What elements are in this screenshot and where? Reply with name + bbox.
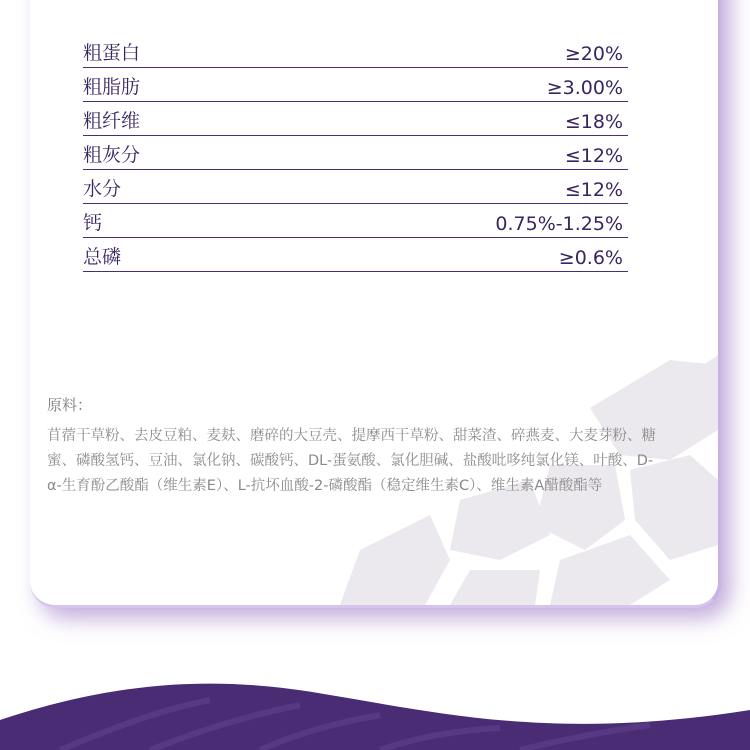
nutrition-value: 0.75%-1.25% — [495, 213, 623, 235]
nutrition-row — [83, 204, 628, 238]
nutrition-label: 粗蛋白 — [83, 42, 141, 64]
nutrition-value: ≥0.6% — [558, 247, 623, 269]
nutrition-label: 粗纤维 — [83, 110, 141, 132]
nutrition-label: 水分 — [83, 178, 122, 200]
nutrition-label: 钙 — [83, 212, 103, 234]
info-card — [30, 0, 721, 608]
nutrition-row — [83, 238, 628, 272]
nutrition-value: ≤18% — [564, 111, 623, 133]
nutrition-table — [83, 34, 628, 272]
nutrition-label: 总磷 — [83, 246, 122, 268]
nutrition-value: ≤12% — [564, 179, 623, 201]
ingredients-text: 苜蓿干草粉、去皮豆粕、麦麸、磨碎的大豆壳、提摩西干草粉、甜菜渣、碎燕麦、大麦芽粉、糖蜜、磷酸氢钙、豆油、氯化钠、碳酸钙、DL-蛋氨酸、氯化胆碱、盐酸吡哆纯氯化镁、叶酸、D-α-生育酚乙酸酯（维生素E）、L-抗坏血酸-2-磷酸酯（稳定维生素C）、维生素A醋酸酯等 — [47, 428, 656, 494]
nutrition-row — [83, 136, 628, 170]
nutrition-row — [83, 102, 628, 136]
nutrition-label: 粗灰分 — [83, 144, 141, 166]
nutrition-row — [83, 68, 628, 102]
nutrition-row — [83, 170, 628, 204]
nutrition-value: ≥20% — [564, 43, 623, 65]
purple-wave-decoration — [0, 670, 750, 750]
nutrition-row — [83, 34, 628, 68]
nutrition-label: 粗脂肪 — [83, 76, 141, 98]
nutrition-value: ≥3.00% — [546, 77, 623, 99]
nutrition-value: ≤12% — [564, 145, 623, 167]
ingredients-title: 原料： — [47, 396, 93, 414]
